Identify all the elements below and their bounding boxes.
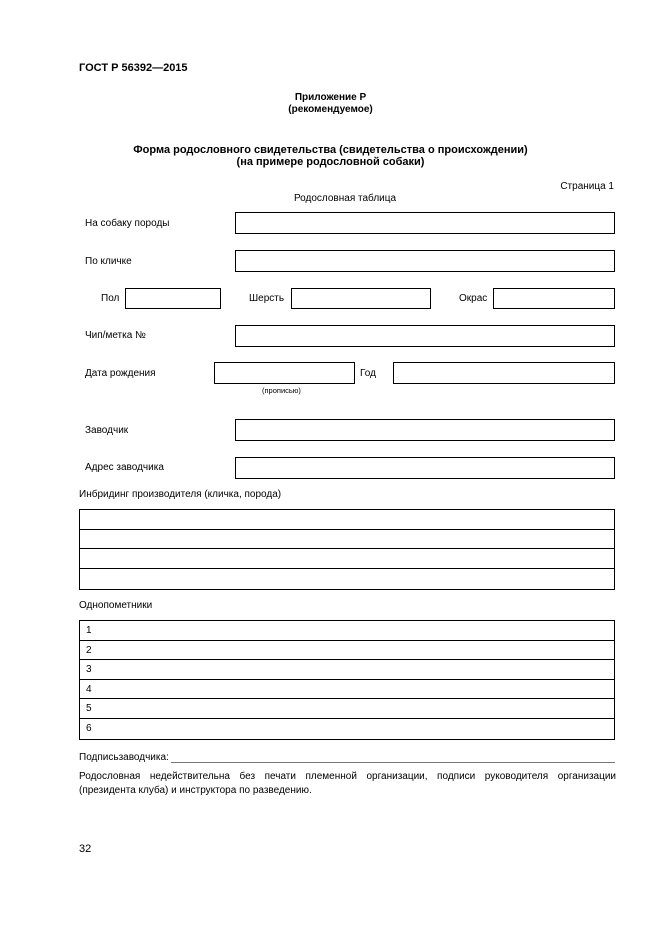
name-field[interactable] [235,250,615,272]
inbreeding-row[interactable] [80,569,614,589]
litter-label: Однопометники [79,600,153,611]
chip-field[interactable] [235,325,615,347]
table-title: Родословная таблица [293,193,397,204]
color-label: Окрас [459,293,488,304]
chip-label: Чип/метка № [85,330,146,341]
inbreeding-row[interactable] [80,510,614,530]
breeder-label: Заводчик [85,425,129,436]
litter-row-6[interactable]: 6 [86,722,92,734]
page-number: 32 [79,843,92,855]
litter-row-4[interactable]: 4 [80,680,614,700]
birth-date-field[interactable] [214,362,355,384]
validity-note: Родословная недействительна без печати племенной организации, подписи руководителя организации (президента клуба) и инструктора по разведению. [79,771,616,796]
signature-line[interactable] [171,762,615,763]
page-label: Страница 1 [560,181,614,192]
breeder-address-label: Адрес заводчика [85,462,164,473]
inbreeding-label: Инбридинг производителя (кличка, порода) [79,489,282,500]
appendix-note: (рекомендуемое) [288,104,373,115]
litter-row-5[interactable]: 5 [80,699,614,719]
litter-row-2[interactable]: 2 [80,641,614,661]
litter-table [79,620,615,740]
sex-label: Пол [101,293,120,304]
color-field[interactable] [493,288,615,309]
signature-label: Подписьзаводчика: [79,752,169,763]
inbreeding-row[interactable] [80,549,614,569]
breeder-address-field[interactable] [235,457,615,479]
birth-date-label: Дата рождения [85,368,156,379]
form-title: Форма родословного свидетельства (свидетельства о происхождении) [133,144,528,156]
form-subtitle: (на примере родословной собаки) [236,156,425,168]
litter-row-1[interactable]: 1 [80,621,614,641]
name-label: По кличке [85,256,132,267]
sex-field[interactable] [125,288,221,309]
birth-date-hint: (прописью) [262,386,301,395]
standard-number: ГОСТ Р 56392—2015 [79,62,188,74]
coat-label: Шерсть [249,293,285,304]
breed-field[interactable] [235,212,615,234]
inbreeding-row[interactable] [80,530,614,550]
breed-label: На собаку породы [85,218,170,229]
coat-field[interactable] [291,288,431,309]
inbreeding-table [79,509,615,590]
litter-row-3[interactable]: 3 [80,660,614,680]
breeder-field[interactable] [235,419,615,441]
appendix-title: Приложение Р [294,92,367,103]
year-field[interactable] [393,362,615,384]
year-label: Год [360,368,376,379]
